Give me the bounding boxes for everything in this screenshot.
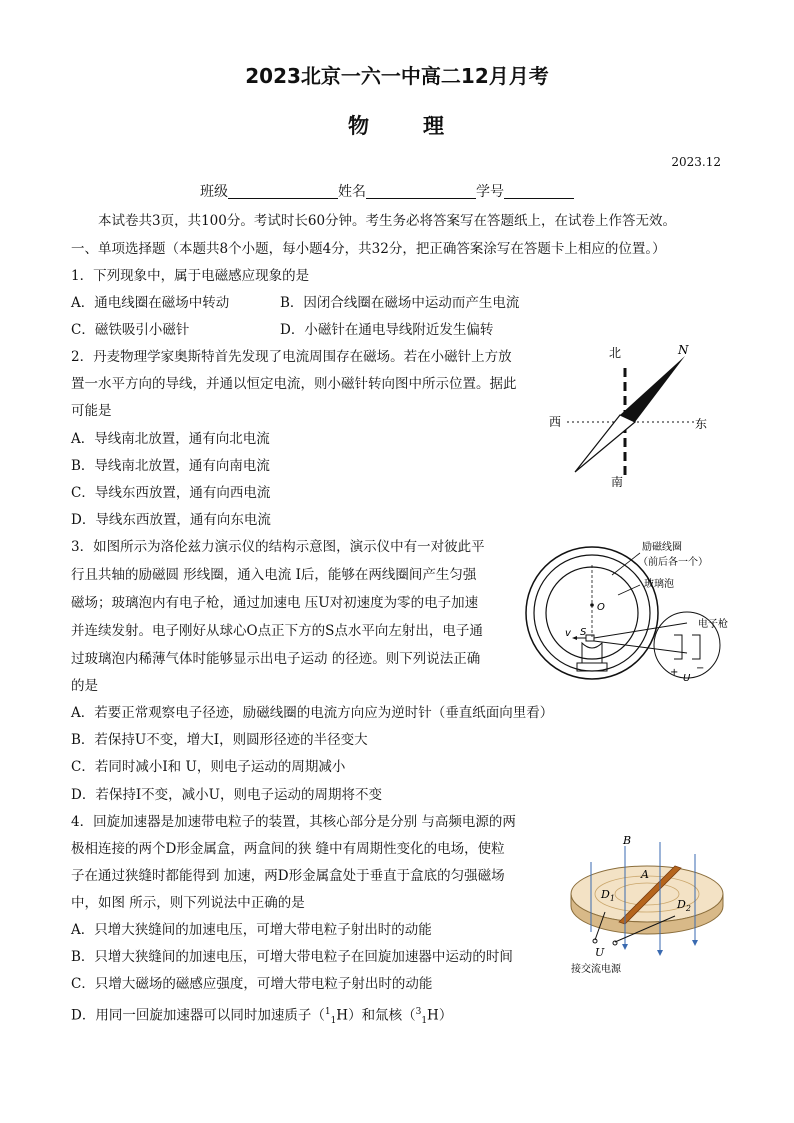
field-b-label: B [623, 834, 632, 847]
voltage-u-label: U [595, 946, 605, 959]
q1-stem: 1．下列现象中，属于电磁感应现象的是 [71, 268, 310, 284]
plus-label: + [670, 667, 679, 678]
q2-option-d: D．导线东西放置，通有向东电流 [71, 512, 271, 528]
q2-stem-line-3: 可能是 [71, 403, 112, 419]
gun-wire-2 [594, 641, 687, 653]
student-info-row [200, 181, 574, 201]
coil-label: 励磁线圈 [642, 542, 682, 553]
point-a-label: A [641, 868, 649, 881]
q2-stem-line-1: 2．丹麦物理学家奥斯特首先发现了电流周围存在磁场。若在小磁针上方放 [71, 349, 512, 365]
q4-option-d-middle: ）和氚核（ [348, 1007, 416, 1024]
needle-north-half [620, 356, 685, 422]
q3-stem-line-1: 3．如图所示为洛伦兹力演示仪的结构示意图，演示仪中有一对彼此平 [71, 539, 485, 555]
q2-stem-line-2: 置一水平方向的导线，并通以恒定电流，则小磁针转向图中所示位置。据此 [71, 376, 517, 392]
q1-option-b: B．因闭合线圈在磁场中运动而产生电流 [280, 295, 520, 311]
east-label: 东 [695, 417, 708, 431]
q3-option-c: C．若同时减小I和 U，则电子运动的周期减小 [71, 759, 346, 775]
q4-stem-line-1: 4．回旋加速器是加速带电粒子的装置，其核心部分是分别 与高频电源的两 [71, 814, 516, 830]
q1-option-c: C．磁铁吸引小磁针 [71, 322, 190, 338]
q3-stem-line-5: 过玻璃泡内稀薄气体时能够显示出电子运动 的径迹。则下列说法正确 [71, 651, 481, 667]
q1-option-a: A．通电线圈在磁场中转动 [71, 295, 230, 311]
q3-stem-line-3: 磁场；玻璃泡内有电子枪，通过加速电 压U对初速度为零的电子加速 [71, 595, 479, 611]
point-o-label: O [597, 602, 605, 613]
q4-option-d [71, 1003, 452, 1030]
q4-option-a: A．只增大狭缝间的加速电压，可增大带电粒子射出时的动能 [71, 922, 432, 938]
section-1-heading: 一、单项选择题（本题共8个小题，每小题4分，共32分，把正确答案涂写在答题卡上相应的位置。） [71, 241, 666, 257]
q4-option-c: C．只增大磁场的磁感应强度，可增大带电粒子射出时的动能 [71, 976, 433, 992]
name-blank[interactable] [366, 184, 476, 199]
q3-option-b: B．若保持U不变，增大I，则圆形径迹的半径变大 [71, 732, 368, 748]
class-label: 班级 [200, 184, 228, 200]
proton-symbol: H [336, 1007, 349, 1024]
triton-mass-number: 3 [415, 1007, 422, 1017]
q1-option-row-1 [71, 294, 520, 312]
triton-atomic-number: 1 [421, 1016, 428, 1027]
north-label: 北 [609, 346, 622, 360]
d2-label: $D_2$ [677, 898, 691, 913]
velocity-label: v [565, 628, 571, 639]
q4-option-d-suffix: ） [438, 1007, 453, 1024]
needle-n-label: N [678, 343, 689, 357]
triton-symbol: H [427, 1007, 439, 1024]
q4-stem-line-4: 中，如图 所示，则下列说法中正确的是 [71, 895, 305, 911]
subject-char-2: 理 [423, 114, 446, 138]
q4-option-d-prefix: D．用同一回旋加速器可以同时加速质子（ [71, 1007, 325, 1024]
name-label: 姓名 [338, 184, 366, 200]
coil-label-2: （前后各一个） [638, 557, 708, 568]
subject-title [0, 110, 794, 140]
minus-label: − [696, 663, 705, 674]
proton-atomic-number: 1 [330, 1016, 337, 1027]
q1-option-row-2 [71, 321, 494, 339]
ac-source-caption: 接交流电源 [571, 964, 621, 975]
field-arrow-1 [622, 944, 628, 950]
instructions: 本试卷共3页，共100分。考试时长60分钟。考生务必将答案写在答题纸上，在试卷上作答无效。 [98, 213, 677, 229]
q3-option-d: D．若保持I不变，减小U，则电子运动的周期将不变 [71, 787, 383, 803]
velocity-arrowhead [572, 636, 577, 640]
bulb-stem [582, 643, 602, 663]
id-label: 学号 [476, 184, 504, 200]
field-arrow-3 [692, 940, 698, 946]
q2-option-c: C．导线东西放置，通有向西电流 [71, 485, 271, 501]
south-label: 南 [611, 475, 624, 489]
gun-wire-1 [594, 623, 687, 638]
q4-stem-line-3: 子在通过狭缝时都能得到 加速，两D形金属盒处于垂直于盒底的匀强磁场 [71, 868, 505, 884]
d1-label: $D_1$ [601, 888, 615, 903]
gun-electrodes [674, 635, 700, 659]
id-blank[interactable] [504, 184, 574, 199]
lorentz-apparatus-figure [522, 535, 732, 695]
subject-char-1: 物 [348, 114, 371, 138]
cyclotron-figure [565, 832, 730, 977]
gun-label: 电子枪 [698, 619, 728, 630]
q4-stem-line-2: 极相连接的两个D形金属盒，两盒间的狭 缝中有周期性变化的电场，使粒 [71, 841, 505, 857]
exam-title: 2023北京一六一中高二12月月考 [245, 64, 549, 88]
q2-option-b: B．导线南北放置，通有向南电流 [71, 458, 270, 474]
center-point-o [590, 603, 594, 607]
voltage-label: U [683, 673, 691, 684]
q2-option-a: A．导线南北放置，通有向北电流 [71, 431, 270, 447]
bulb-label: 玻璃泡 [644, 579, 674, 590]
q1-option-d: D．小磁针在通电导线附近发生偏转 [280, 322, 494, 338]
compass-figure [545, 340, 720, 490]
class-blank[interactable] [228, 184, 338, 199]
proton-mass-number: 1 [324, 1007, 331, 1017]
q3-stem-line-6: 的是 [71, 678, 98, 694]
q3-stem-line-4: 并连续发射。电子刚好从球心O点正下方的S点水平向左射出，电子通 [71, 623, 483, 639]
q3-stem-line-2: 行且共轴的励磁圆 形线圈，通入电流 I后，能够在两线圈间产生匀强 [71, 567, 477, 583]
point-s-label: S [580, 627, 587, 638]
q3-option-a: A．若要正常观察电子径迹，励磁线圈的电流方向应为逆时针（垂直纸面向里看） [71, 705, 554, 721]
q4-option-b: B．只增大狭缝间的加速电压，可增大带电粒子在回旋加速器中运动的时间 [71, 949, 513, 965]
exam-date: 2023.12 [671, 155, 721, 169]
field-arrow-2 [657, 950, 663, 956]
west-label: 西 [549, 415, 562, 429]
electron-gun-tip [586, 635, 594, 641]
